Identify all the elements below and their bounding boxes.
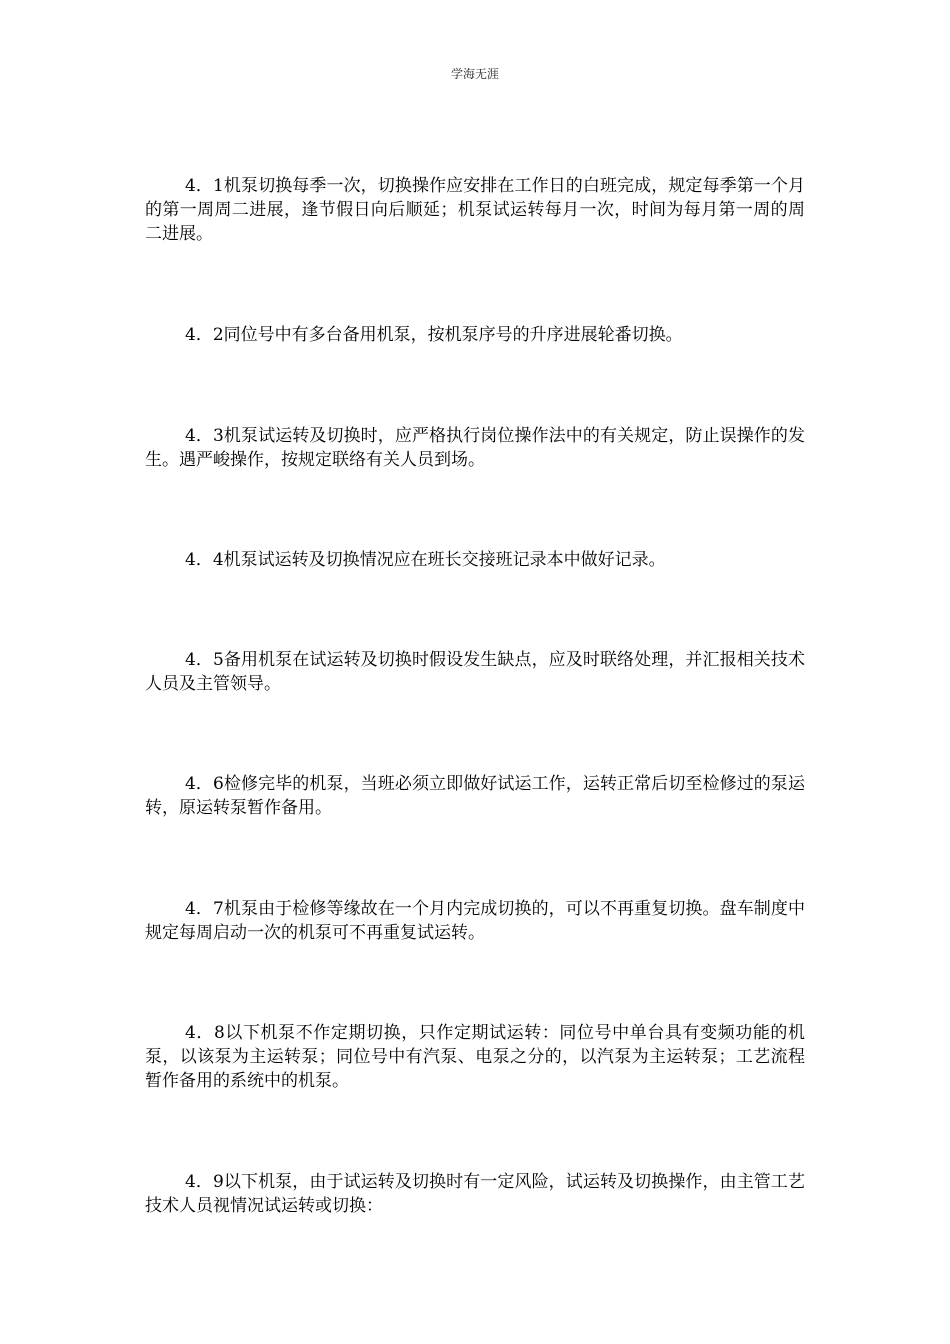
page-header: 学海无涯	[450, 67, 499, 81]
paragraph-4-2: 4．2同位号中有多台备用机泵，按机泵序号的升序进展轮番切换。	[185, 325, 683, 345]
paragraph-4-5: 4．5备用机泵在试运转及切换时假设发生缺点，应及时联络处理，并汇报相关技术人员及主管领导。	[145, 650, 805, 694]
paragraph-4-1: 4．1机泵切换每季一次，切换操作应安排在工作日的白班完成，规定每季第一个月的第一周周二进展，逢节假日向后顺延；机泵试运转每月一次，时间为每月第一周的周二进展。	[145, 176, 805, 244]
paragraph-4-7: 4．7机泵由于检修等缘故在一个月内完成切换的，可以不再重复切换。盘车制度中规定每周启动一次的机泵可不再重复试运转。	[145, 899, 805, 943]
paragraph-4-3: 4．3机泵试运转及切换时，应严格执行岗位操作法中的有关规定，防止误操作的发生。遇严峻操作，按规定联络有关人员到场。	[145, 426, 805, 470]
paragraph-4-6: 4．6检修完毕的机泵，当班必须立即做好试运工作，运转正常后切至检修过的泵运转，原运转泵暂作备用。	[145, 774, 805, 818]
paragraph-4-9: 4．9以下机泵，由于试运转及切换时有一定风险，试运转及切换操作，由主管工艺技术人员视情况试运转或切换：	[145, 1172, 805, 1216]
paragraph-4-8: 4．8以下机泵不作定期切换，只作定期试运转：同位号中单台具有变频功能的机泵，以该泵为主运转泵；同位号中有汽泵、电泵之分的，以汽泵为主运转泵；工艺流程暂作备用的系统中的机泵。	[145, 1023, 805, 1091]
paragraph-4-4: 4．4机泵试运转及切换情况应在班长交接班记录本中做好记录。	[185, 550, 666, 570]
